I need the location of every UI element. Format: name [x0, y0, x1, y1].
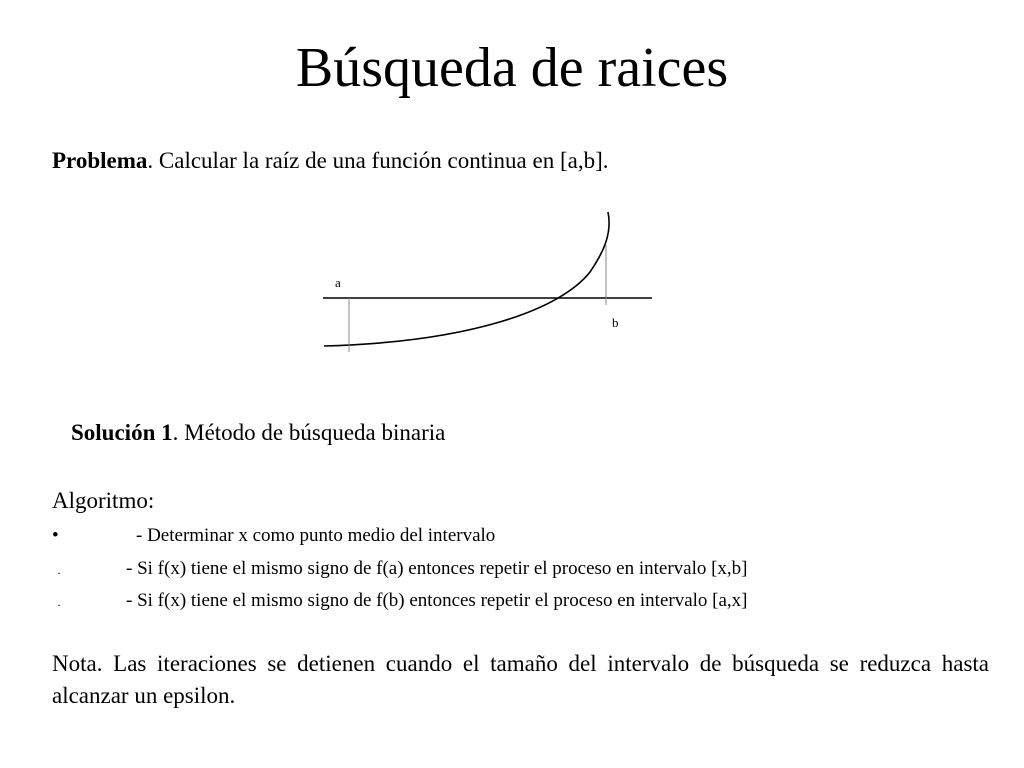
- bullet-marker: ·: [57, 598, 61, 612]
- solution-heading: [71, 416, 445, 450]
- solution-label: Solución 1: [71, 420, 173, 445]
- function-curve: [324, 212, 609, 346]
- label-a: a: [335, 275, 341, 290]
- note-paragraph: Nota. Las iteraciones se detienen cuando el tamaño del intervalo de búsqueda se reduzca hasta alcanzar un epsilon.: [52, 651, 989, 708]
- solution-text: . Método de búsqueda binaria: [172, 420, 446, 445]
- slide-title: Búsqueda de raices: [295, 37, 729, 99]
- algorithm-heading: Algoritmo:: [52, 488, 155, 513]
- problem-text: . Calcular la raíz de una función continua en [a,b].: [147, 148, 609, 173]
- label-b: b: [612, 315, 619, 330]
- step-text: - Si f(x) tiene el mismo signo de f(b) entonces repetir el proceso en intervalo [a,x]: [126, 590, 748, 611]
- step-text: - Si f(x) tiene el mismo signo de f(a) entonces repetir el proceso en intervalo [x,b]: [126, 558, 748, 579]
- problem-label: Problema: [52, 148, 148, 173]
- step-text: - Determinar x como punto medio del intervalo: [136, 525, 496, 546]
- bullet-marker: •: [52, 525, 59, 546]
- bullet-marker: ·: [57, 566, 61, 580]
